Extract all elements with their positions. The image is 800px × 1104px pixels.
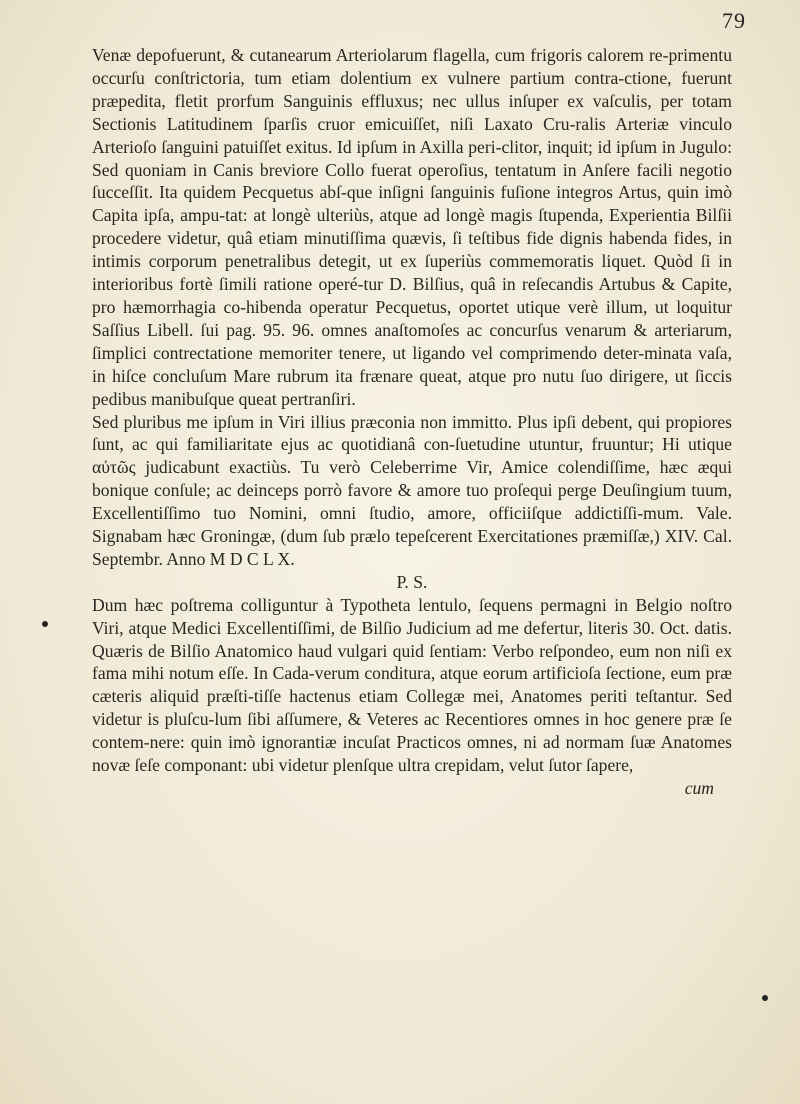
- paragraph-1: Venæ depofuerunt, & cutanearum Arteriolarum flagella, cum frigoris calorem re-primentu occurſu conſtrictoria, tum etiam dolentium ex vulnere partium contra-ctione, fuerunt præpedita, fletit prorfum Sanguinis effluxus; nec ullus inſuper ex vaſculis, per totam Sectionis Latitudinem ſparſis cruor emicuiſſet, niſi Laxato Cru-ralis Arteriæ vinculo Arterioſo ſanguini patuiſſet exitus. Id ipſum in Axilla peri-clitor, inquit; id ipſum in Jugulo: Sed quoniam in Canis breviore Collo fuerat operoſius, tentatum in Anſere facili negotio ſucceſſit. Ita quidem Pecquetus abſ-que inſigni ſanguinis fuſione integros Artus, quin imò Capita ipſa, ampu-tat: at longè ulteriùs, atque ad longè magis ſtupenda, Experientia Bilſii procedere videtur, quâ etiam minutiſſima quævis, ſi teſtibus fide dignis habenda fides, in intimis corporum penetralibus detegit, ut ex ſuperiùs commemoratis liquet. Quòd ſi in interioribus fortè ſimili ratione operé-tur D. Bilſius, quâ in reſecandis Artubus & Capite, pro hæmorrhagia co-hibenda operatur Pecquetus, oportet utique verè illum, ut loquitur Saſſius Libell. ſui pag. 95. 96. omnes anaſtomoſes ac concurſus venarum & arteriarum, ſimplici contrectatione memoriter tenere, ut ligando vel comprimendo deter-minata vaſa, in hiſce concluſum Mare rubrum ita frænare queat, atque pro nutu ſuo dirigere, ut ſiccis pedibus manibuſque queat pertranſiri.: [92, 45, 732, 409]
- margin-dot: [762, 995, 768, 1001]
- signature: P. S.: [396, 571, 428, 592]
- paragraph-2: Sed pluribus me ipſum in Viri illius præconia non immitto. Plus ipſi debent, qui propiores ſunt, ac qui familiaritate ejus ac quotidianâ con-ſuetudine utuntur, fruuntur; Hi utique αὐτῶς judicabunt exactiùs. Tu verò Celeberrime Vir, Amice colendiſſime, hæc æqui bonique conſule; ac deinceps porrò favore & amore tuo proſequi perge Deuſingium tuum, Excellentiſſimo tuo Nomini, omni ſtudio, amore, officiiſque addictiſſi-mum. Vale. Signabam hæc Groningæ, (dum ſub prælo tepeſcerent Exercitationes præmiſſæ,) XIV. Cal. Septembr. Anno M D C L X.: [92, 411, 732, 569]
- page-number: 79: [722, 8, 746, 33]
- catchword: cum: [684, 778, 714, 798]
- text-body: [92, 44, 732, 800]
- margin-dot: [42, 621, 48, 627]
- postscript-paragraph: Dum hæc poſtrema colliguntur à Typotheta lentulo, ſequens permagni in Belgio noſtro Viri, atque Medici Excellentiſſimi, de Bilſio Judicium ad me defertur, literis 30. Oct. datis. Quæris de Bilſio Anatomico haud vulgari quid ſentiam: Verbo reſpondeo, eum non niſi ex fama mihi notum eſſe. In Cada-verum conditura, atque eorum artificioſa ſectione, eum præ cæteris aliquid præſti-tiſſe hactenus etiam Collegæ mei, Anatomes periti teſtantur. Sed videtur is pluſcu-lum ſibi aſſumere, & Veteres ac Recentiores omnes in hoc genere præ ſe contem-nere: quin imò ignorantiæ incuſat Practicos omnes, ni ad normam ſuæ Anatomes novæ ſeſe componant: ubi videtur plenſque ultra crepidam, velut ſutor ſapere,: [92, 594, 732, 776]
